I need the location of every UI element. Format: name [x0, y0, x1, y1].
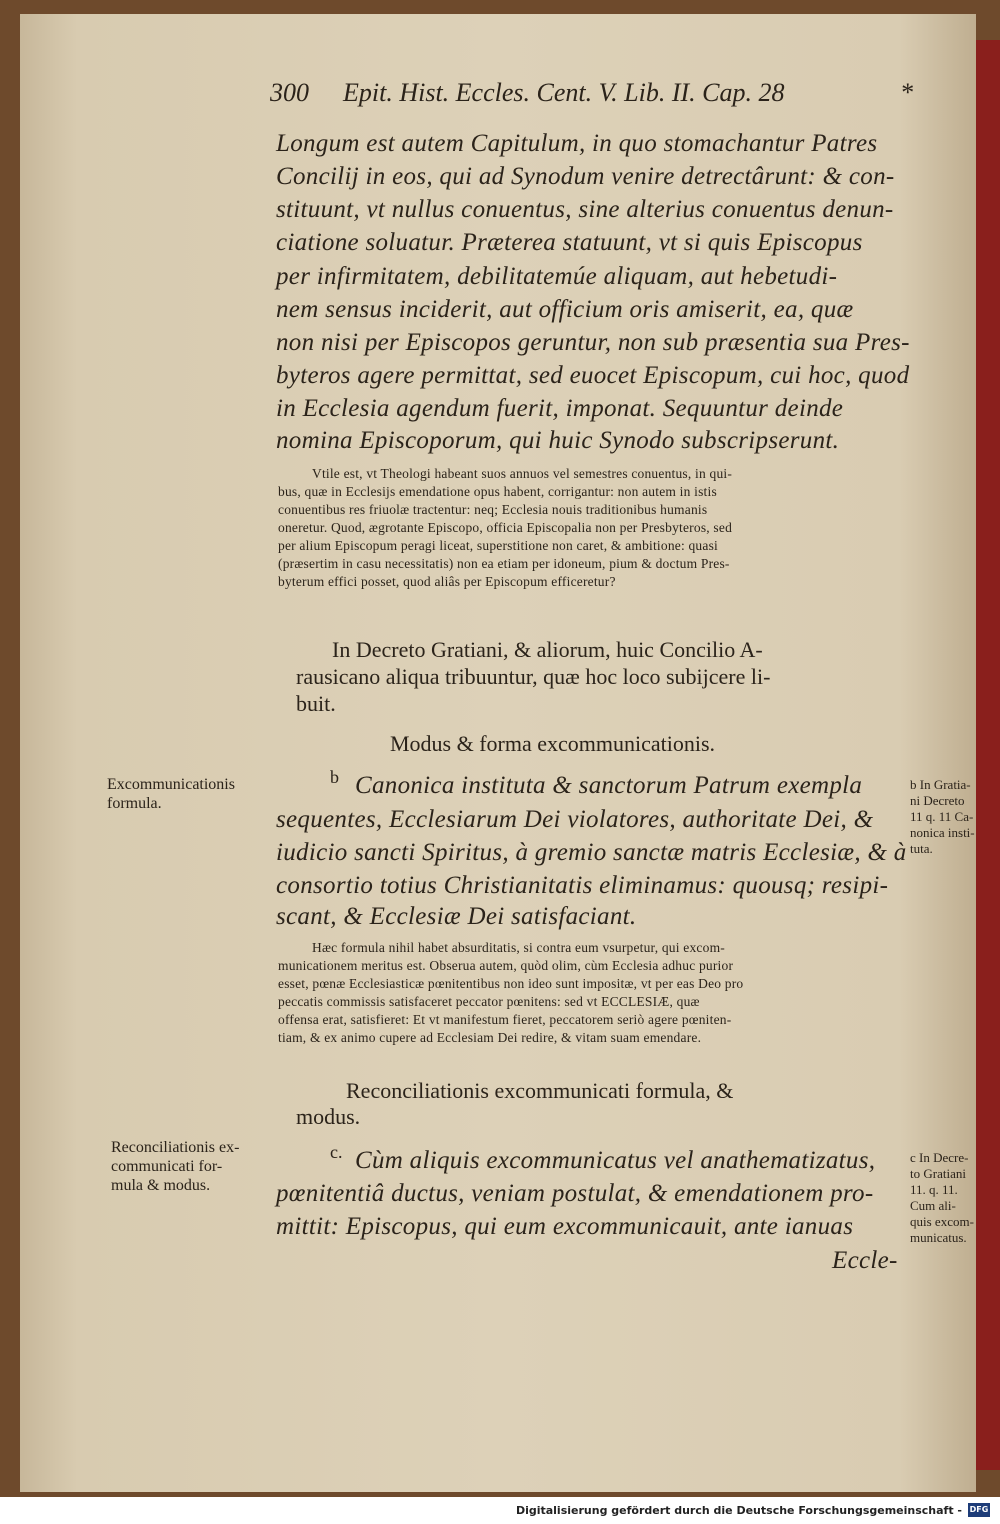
margin-note-line: communicati for-	[111, 1158, 223, 1175]
margin-note-line: mula & modus.	[111, 1177, 211, 1194]
catchword: Eccle-	[832, 1247, 898, 1274]
para2-line: consortio totius Christianitatis eliminamus: quousq; resipi-	[276, 872, 889, 899]
footnote-marker-c: c.	[330, 1142, 343, 1162]
note2-line: municationem meritus est. Obserua autem, quòd olim, cùm Ecclesia adhuc purior	[278, 958, 734, 973]
para1-line: in Ecclesia agendum fuerit, imponat. Sequuntur deinde	[276, 395, 844, 422]
footnote-marker-b: b	[330, 767, 339, 787]
para1-line: nomina Episcoporum, qui huic Synodo subscripserunt.	[276, 427, 840, 454]
para3-line: pœnitentiâ ductus, veniam postulat, & emendationem pro-	[276, 1180, 874, 1207]
margin-note-line: to Gratiani	[910, 1166, 966, 1181]
margin-note-line: Cum ali-	[910, 1198, 956, 1213]
margin-note-line: nonica insti-	[910, 825, 975, 840]
margin-note-line: quis excom-	[910, 1214, 974, 1229]
para1-line: non nisi per Episcopos geruntur, non sub præsentia sua Pres-	[276, 329, 910, 356]
dfg-logo-icon: DFG	[968, 1503, 990, 1517]
note2-line: offensa erat, satisfieret: Et vt manifestum fieret, peccatorem seriò agere pœniten-	[278, 1012, 732, 1027]
intro-line: buit.	[296, 691, 336, 716]
para1-line: ciatione soluatur. Præterea statuunt, vt si quis Episcopus	[276, 229, 863, 256]
section-heading: Reconciliationis excommunicati formula, &	[346, 1078, 734, 1103]
note1-line: per alium Episcopum peragi liceat, superstitione non caret, & ambitione: quasi	[278, 538, 718, 553]
margin-note-line: tuta.	[910, 841, 933, 856]
margin-note-line: 11 q. 11 Ca-	[910, 809, 974, 824]
margin-note-right	[910, 1150, 974, 1246]
page-number: 300	[270, 78, 309, 107]
intro-line: rausicano aliqua tribuuntur, quæ hoc loco subijcere li-	[296, 664, 771, 689]
margin-note-left	[111, 1138, 239, 1195]
note1-line: (præsertim in casu necessitatis) non ea etiam per idoneum, pium & doctum Pres-	[278, 556, 730, 571]
section-heading: Modus & forma excommunicationis.	[390, 731, 716, 756]
intro-line: In Decreto Gratiani, & aliorum, huic Concilio A-	[332, 637, 763, 662]
margin-note-line: b In Gratia-	[910, 777, 971, 792]
note1-line: Vtile est, vt Theologi habeant suos annuos vel semestres conuentus, in qui-	[312, 466, 733, 481]
para2-line: sequentes, Ecclesiarum Dei violatores, authoritate Dei, &	[276, 806, 874, 833]
funding-notice: Digitalisierung gefördert durch die Deutsche Forschungsgemeinschaft -	[515, 1504, 962, 1517]
note2-line: peccatis commissis satisfaceret peccator pœnitens: sed vt ECCLESIÆ, quæ	[278, 994, 700, 1009]
note2-line: Hæc formula nihil habet absurditatis, si contra eum vsurpetur, qui excom-	[312, 940, 725, 955]
margin-note-line: Reconciliationis ex-	[111, 1139, 240, 1156]
note1-line: conuentibus res friuolæ tractentur: neq; Ecclesia nouis traditionibus humanis	[278, 502, 708, 517]
running-header	[270, 78, 913, 108]
margin-note-line: 11. q. 11.	[910, 1182, 958, 1197]
note1-line: byterum effici posset, quod aliâs per Episcopum efficeretur?	[278, 574, 616, 589]
note2-line: tiam, & ex animo cupere ad Ecclesiam Dei redire, & vitam suam emendare.	[278, 1030, 702, 1045]
para1-line: byteros agere permittat, sed euocet Episcopum, cui hoc, quod	[276, 362, 910, 389]
margin-note-line: c In Decre-	[910, 1150, 969, 1165]
para3-line: Cùm aliquis excommunicatus vel anathematizatus,	[355, 1147, 876, 1174]
footer-bar	[0, 1497, 1000, 1524]
para2-line: scant, & Ecclesiæ Dei satisfaciant.	[276, 903, 637, 930]
page-edge	[976, 40, 1000, 1470]
para1-line: Longum est autem Capitulum, in quo stomachantur Patres	[276, 130, 878, 157]
para1-line: stituunt, vt nullus conuentus, sine alterius conuentus denun-	[276, 196, 894, 223]
margin-note-line: ni Decreto	[910, 793, 965, 808]
para1-line: per infirmitatem, debilitatemúe aliquam, aut hebetudi-	[276, 263, 838, 290]
section-heading: modus.	[296, 1104, 361, 1129]
para2-line: Canonica instituta & sanctorum Patrum exempla	[355, 772, 863, 799]
note1-line: oneretur. Quod, ægrotante Episcopo, officia Episcopalia non per Presbyteros, sed	[278, 520, 733, 535]
running-title: Epit. Hist. Eccles. Cent. V. Lib. II. Cap. 28	[343, 78, 785, 107]
note1-line: bus, quæ in Ecclesijs emendatione opus habent, corrigantur: non autem in istis	[278, 484, 717, 499]
margin-note-line: formula.	[107, 795, 162, 812]
margin-note-right	[910, 777, 975, 857]
para2-line: iudicio sancti Spiritus, à gremio sanctæ matris Ecclesiæ, & à	[276, 839, 907, 866]
header-mark: *	[900, 78, 913, 107]
note2-line: esset, pœnæ Ecclesiasticæ pœnitentibus non ideo sunt impositæ, vt per eas Deo pro	[278, 976, 744, 991]
margin-note-line: Excommunicationis	[107, 776, 235, 793]
margin-note-left	[107, 775, 235, 813]
para1-line: Concilij in eos, qui ad Synodum venire detrectârunt: & con-	[276, 163, 895, 190]
margin-note-line: municatus.	[910, 1230, 967, 1245]
para3-line: mittit: Episcopus, qui eum excommunicauit, ante ianuas	[276, 1213, 854, 1240]
para1-line: nem sensus inciderit, aut officium oris amiserit, ea, quæ	[276, 296, 854, 323]
